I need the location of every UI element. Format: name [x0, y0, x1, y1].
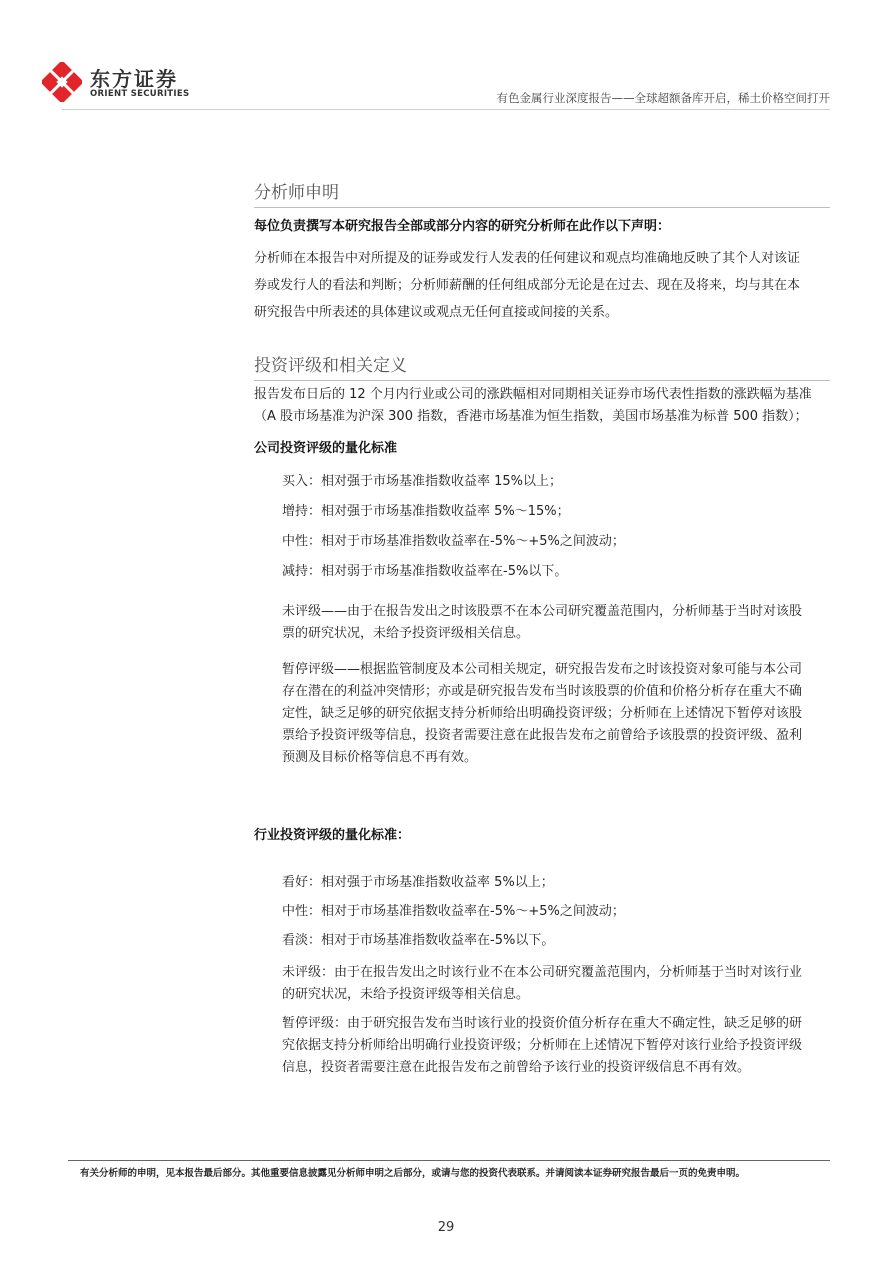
analyst-lead: 每位负责撰写本研究报告全部或部分内容的研究分析师在此作以下声明： [254, 219, 671, 234]
analyst-section-title: 分析师申明 [254, 178, 830, 208]
rating-section-title: 投资评级和相关定义 [254, 351, 830, 381]
company-rating-item: 买入：相对强于市场基准指数收益率 15%以上； [282, 474, 563, 489]
company-suspended-line: 票给予投资评级等信息，投资者需要注意在此报告发布之前曾给予该股票的投资评级、盈利 [282, 728, 803, 743]
company-rating-item: 增持：相对强于市场基准指数收益率 5%～15%； [282, 504, 570, 519]
company-suspended-line: 暂停评级——根据监管制度及本公司相关规定，研究报告发布之时该投资对象可能与本公司 [282, 662, 803, 677]
rating-intro-line: （A 股市场基准为沪深 300 指数，香港市场基准为恒生指数，美国市场基准为标普 500 指数）； [254, 409, 808, 424]
industry-rating-item: 看好：相对强于市场基准指数收益率 5%以上； [282, 875, 554, 890]
analyst-line: 研究报告中所表述的具体建议或观点无任何直接或间接的关系。 [254, 305, 619, 320]
page-number: 29 [437, 1220, 455, 1235]
orient-logo-icon [42, 62, 82, 102]
logo-english-text: ORIENT SECURITIES [90, 89, 190, 99]
company-suspended-line: 预测及目标价格等信息不再有效。 [282, 750, 478, 765]
analyst-line: 券或发行人的看法和判断；分析师薪酬的任何组成部分无论是在过去、现在及将来，均与其在本 [254, 278, 801, 293]
industry-suspended-line: 暂停评级：由于研究报告发布当时该行业的投资价值分析存在重大不确定性，缺乏足够的研 [282, 1016, 803, 1031]
industry-suspended [254, 1013, 830, 1079]
report-title: 有色金属行业深度报告——全球超额备库开启，稀土价格空间打开 [496, 91, 830, 105]
company-unrated [254, 601, 830, 645]
rating-intro [254, 384, 830, 428]
company-unrated-line: 票的研究状况，未给予投资评级相关信息。 [282, 626, 530, 641]
industry-unrated-line: 的研究状况，未给予投资评级等相关信息。 [282, 987, 530, 1002]
footer-divider [68, 1160, 830, 1161]
rating-intro-line: 报告发布日后的 12 个月内行业或公司的涨跌幅相对同期相关证券市场代表性指数的涨跌幅为基准 [254, 387, 812, 402]
company-unrated-line: 未评级——由于在报告发出之时该股票不在本公司研究覆盖范围内，分析师基于当时对该股 [282, 604, 803, 619]
analyst-statement [254, 245, 830, 326]
industry-unrated-line: 未评级：由于在报告发出之时该行业不在本公司研究覆盖范围内，分析师基于当时对该行业 [282, 965, 803, 980]
analyst-line: 分析师在本报告中对所提及的证券或发行人发表的任何建议和观点均准确地反映了其个人对该证 [254, 251, 801, 266]
header-divider [62, 109, 830, 110]
company-logo [42, 62, 192, 102]
company-rating-list [254, 467, 830, 587]
page-header [0, 0, 892, 112]
company-rating-title: 公司投资评级的量化标准 [254, 441, 398, 456]
company-rating-item: 中性：相对于市场基准指数收益率在-5%～+5%之间波动； [282, 534, 625, 549]
industry-suspended-line: 究依据支持分析师给出明确行业投资评级；分析师在上述情况下暂停对该行业给予投资评级 [282, 1038, 803, 1053]
industry-rating-title: 行业投资评级的量化标准： [254, 828, 411, 843]
logo-chinese-text: 东方证券 [90, 67, 178, 91]
company-rating-item: 减持：相对弱于市场基准指数收益率在-5%以下。 [282, 564, 568, 579]
industry-rating-item: 看淡：相对于市场基准指数收益率在-5%以下。 [282, 933, 555, 948]
company-suspended-line: 存在潜在的利益冲突情形；亦或是研究报告发布当时该股票的价值和价格分析存在重大不确 [282, 684, 803, 699]
industry-suspended-line: 信息，投资者需要注意在此报告发布之前曾给予该行业的投资评级信息不再有效。 [282, 1060, 751, 1075]
footer-disclaimer: 有关分析师的申明，见本报告最后部分。其他重要信息披露见分析师申明之后部分，或请与您的投资代表联系。并请阅读本证券研究报告最后一页的免责申明。 [80, 1168, 746, 1179]
main-content [254, 178, 830, 1079]
industry-unrated [254, 962, 830, 1006]
industry-rating-item: 中性：相对于市场基准指数收益率在-5%～+5%之间波动； [282, 904, 625, 919]
company-suspended-line: 定性，缺乏足够的研究依据支持分析师给出明确投资评级；分析师在上述情况下暂停对该股 [282, 706, 803, 721]
company-suspended [254, 659, 830, 769]
industry-rating-list [254, 868, 830, 955]
